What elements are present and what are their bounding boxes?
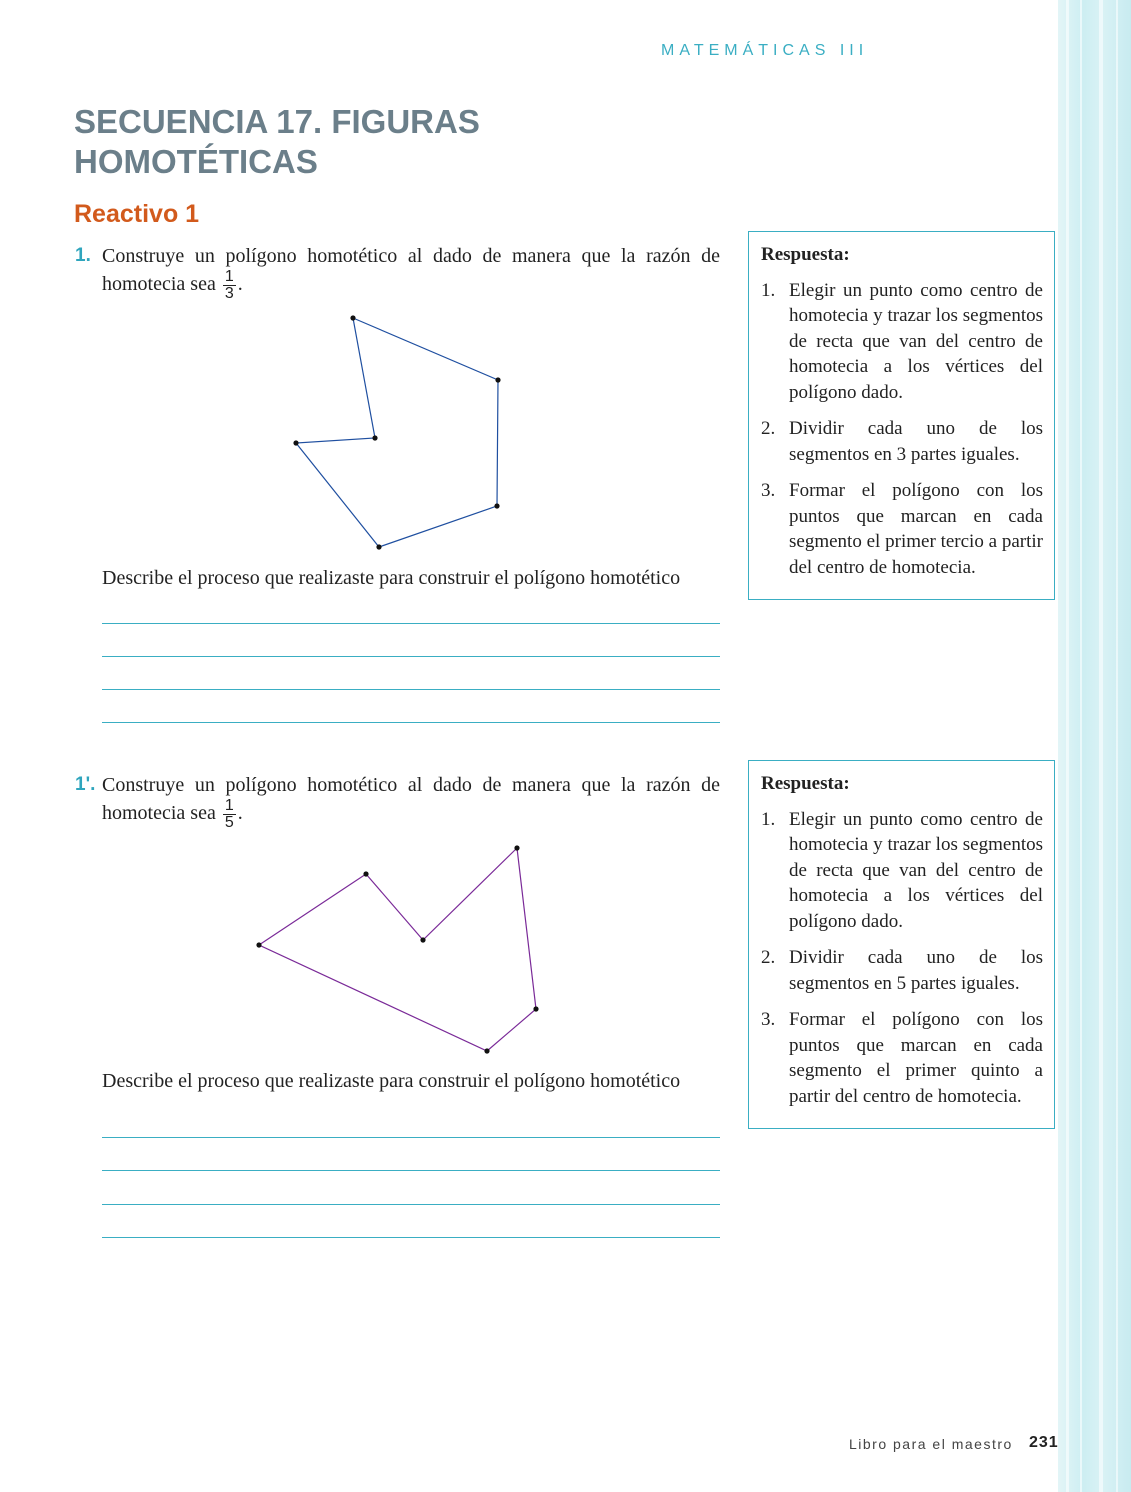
answer-step (761, 807, 1043, 935)
ratio-numerator: 1 (224, 797, 234, 814)
ratio-fraction (223, 798, 236, 831)
polygon-vertex (533, 1006, 538, 1011)
step-text: Dividir cada uno de los segmentos en 5 partes iguales. (789, 947, 1043, 994)
polygon-vertex (372, 435, 377, 440)
polygon-vertex (293, 440, 298, 445)
step-text: Elegir un punto como centro de homotecia y trazar los segmentos de recta que van del centro de homotecia a los vértices del polígono dado. (789, 808, 1043, 932)
page-number: 231 (1029, 1434, 1059, 1451)
answer-title: Respuesta: (761, 244, 850, 265)
step-number: 1. (761, 279, 776, 301)
question-prompt: Construye un polígono homotético al dado de manera que la razón de homotecia sea (102, 245, 720, 296)
answer-line[interactable] (102, 623, 720, 624)
answer-box (748, 760, 1055, 1129)
running-header: MATEMÁTICAS III (661, 42, 869, 59)
title-line-1: SECUENCIA 17. FIGURAS (74, 103, 480, 140)
answer-title: Respuesta: (761, 773, 850, 794)
section-heading: Reactivo 1 (74, 200, 200, 228)
question-end: . (237, 802, 243, 825)
polygon-vertex (350, 315, 355, 320)
polygon-vertex (376, 544, 381, 549)
question-text (102, 772, 720, 831)
step-text: Dividir cada uno de los segmentos en 3 partes iguales. (789, 418, 1043, 465)
answer-line[interactable] (102, 656, 720, 657)
polygon-vertex (484, 1048, 489, 1053)
polygon-vertex (495, 377, 500, 382)
describe-prompt: Describe el proceso que realizaste para construir el polígono homotético (102, 1070, 681, 1092)
polygon-vertices (293, 315, 500, 549)
step-number: 2. (761, 418, 776, 439)
step-text: Formar el polígono con los puntos que marcan en cada segmento el primer tercio a partir del centro de homotecia. (789, 480, 1043, 578)
step-number: 3. (761, 480, 776, 501)
decorative-side-strip (1058, 0, 1131, 1492)
answer-step (761, 478, 1043, 580)
question-text (102, 243, 720, 302)
describe-prompt: Describe el proceso que realizaste para construir el polígono homotético (102, 567, 681, 589)
answer-line[interactable] (102, 1204, 720, 1205)
answer-line[interactable] (102, 1170, 720, 1171)
question-number: 1. (75, 245, 91, 266)
step-text: Elegir un punto como centro de homotecia y trazar los segmentos de recta que van del centro de homotecia a los vértices del polígono dado. (789, 279, 1043, 403)
polygon-figure (240, 835, 560, 1065)
answer-line[interactable] (102, 1237, 720, 1238)
step-number: 2. (761, 947, 776, 968)
answer-step (761, 945, 1043, 996)
answer-line[interactable] (102, 1137, 720, 1138)
answer-line[interactable] (102, 722, 720, 723)
polygon-vertex (420, 937, 425, 942)
polygon-outline (259, 848, 536, 1051)
polygon-outline (296, 318, 498, 547)
step-number: 1. (761, 808, 776, 830)
question-number: 1'. (75, 774, 96, 795)
page-title (74, 102, 674, 182)
ratio-denominator: 3 (224, 285, 234, 302)
step-number: 3. (761, 1009, 776, 1030)
polygon-vertex (514, 845, 519, 850)
polygon-vertex (256, 942, 261, 947)
answer-step (761, 278, 1043, 406)
step-text: Formar el polígono con los puntos que marcan en cada segmento el primer quinto a partir del centro de homotecia. (789, 1009, 1043, 1107)
answer-box (748, 231, 1055, 600)
answer-line[interactable] (102, 689, 720, 690)
footer-book-title: Libro para el maestro (849, 1436, 1013, 1452)
title-line-2: HOMOTÉTICAS (74, 143, 318, 180)
ratio-denominator: 5 (224, 814, 234, 831)
polygon-vertices (256, 845, 538, 1053)
ratio-numerator: 1 (224, 268, 234, 285)
polygon-vertex (494, 503, 499, 508)
polygon-vertex (363, 871, 368, 876)
ratio-fraction (223, 269, 236, 302)
answer-step (761, 416, 1043, 467)
polygon-figure (280, 305, 520, 565)
answer-step (761, 1007, 1043, 1109)
question-end: . (237, 273, 243, 296)
question-prompt: Construye un polígono homotético al dado de manera que la razón de homotecia sea (102, 774, 720, 825)
